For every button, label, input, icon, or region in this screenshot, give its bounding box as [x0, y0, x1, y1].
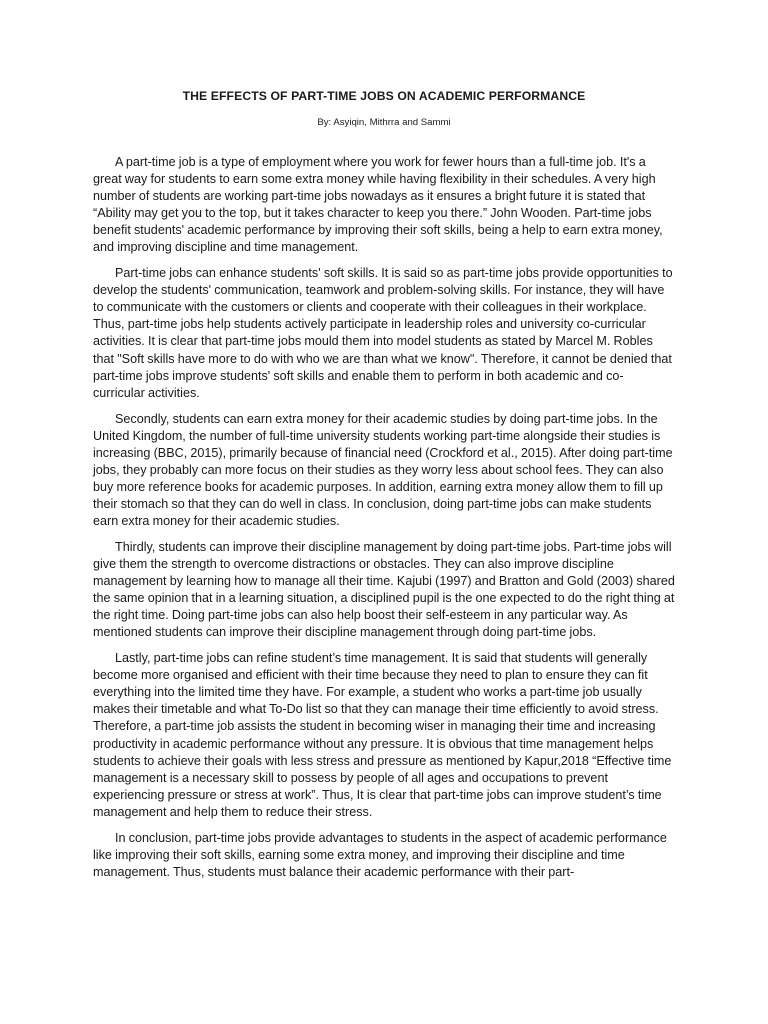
paragraph-discipline: Thirdly, students can improve their discipline management by doing part-time jobs. Part-time jobs will give them the strength to overcome distractions or obstacles. They can also improve discipline management by learning how to manage all their time. Kajubi (1997) and Bratton and Gold (2003) shared the same opinion that in a learning situation, a disciplined pupil is the one expected to do the right thing at the right time. Doing part-time jobs can also help boost their self-esteem in any particular way. As mentioned students can improve their discipline management through doing part-time jobs.: [93, 539, 675, 640]
paragraph-conclusion: In conclusion, part-time jobs provide advantages to students in the aspect of academic performance like improving their soft skills, earning some extra money, and improving their discipline and time management. Thus, students must balance their academic performance with their part-: [93, 830, 667, 879]
document-title: THE EFFECTS OF PART-TIME JOBS ON ACADEMIC PERFORMANCE: [182, 89, 586, 103]
paragraph-introduction: A part-time job is a type of employment where you work for fewer hours than a full-time job. It's a great way for students to earn some extra money while having flexibility in their schedules. A very high number of students are working part-time jobs nowadays as it ensures a bright future it is stated that “Ability may get you to the top, but it takes character to keep you there.” John Wooden. Part-time jobs benefit students' academic performance by improving their soft skills, being a help to earn extra money, and improving discipline and time management.: [93, 155, 663, 255]
paragraph-soft-skills: Part-time jobs can enhance students' soft skills. It is said so as part-time jobs provide opportunities to develop the students' communication, teamwork and problem-solving skills. For instance, they will have to communicate with the customers or clients and cooperate with their colleagues in their workplace. Thus, part-time jobs help students actively participate in leadership roles and university co-curricular activities. It is clear that part-time jobs mould them into model students as stated by Marcel M. Robles that "Soft skills have more to do with who we are than what we know". Therefore, it cannot be denied that part-time jobs improve students' soft skills and enable them to perform in both academic and co-curricular activities.: [93, 266, 673, 400]
paragraph-time-management: Lastly, part-time jobs can refine student’s time management. It is said that students will generally become more organised and efficient with their time because they need to plan to ensure they can fit everything into the limited time they have. For example, a student who works a part-time job usually makes their timetable and what To-Do list so that they can manage their time efficiently to avoid stress. Therefore, a part-time job assists the student in becoming wiser in managing their time and increasing productivity in academic performance without any pressure. It is obvious that time management helps students to achieve their goals with less stress and pressure as mentioned by Kapur,2018 “Effective time management is a necessary skill to possess by people of all ages and occupations to prevent experiencing pressure or stress at work”. Thus, It is clear that part-time jobs can improve student’s time management and help them to reduce their stress.: [93, 651, 672, 819]
document-byline: By: Asyiqin, Mithrra and Sammi: [317, 117, 451, 128]
paragraph-extra-money: Secondly, students can earn extra money for their academic studies by doing part-time jobs. In the United Kingdom, the number of full-time university students working part-time alongside their studies is increasing (BBC, 2015), primarily because of financial need (Crockford et al., 2015). After doing part-time jobs, they probably can more focus on their studies as they worry less about school fees. They can also buy more reference books for academic purposes. In addition, earning extra money allow them to fill up their stomach so that they can do well in class. In conclusion, doing part-time jobs can make students earn extra money for their academic studies.: [93, 411, 673, 528]
